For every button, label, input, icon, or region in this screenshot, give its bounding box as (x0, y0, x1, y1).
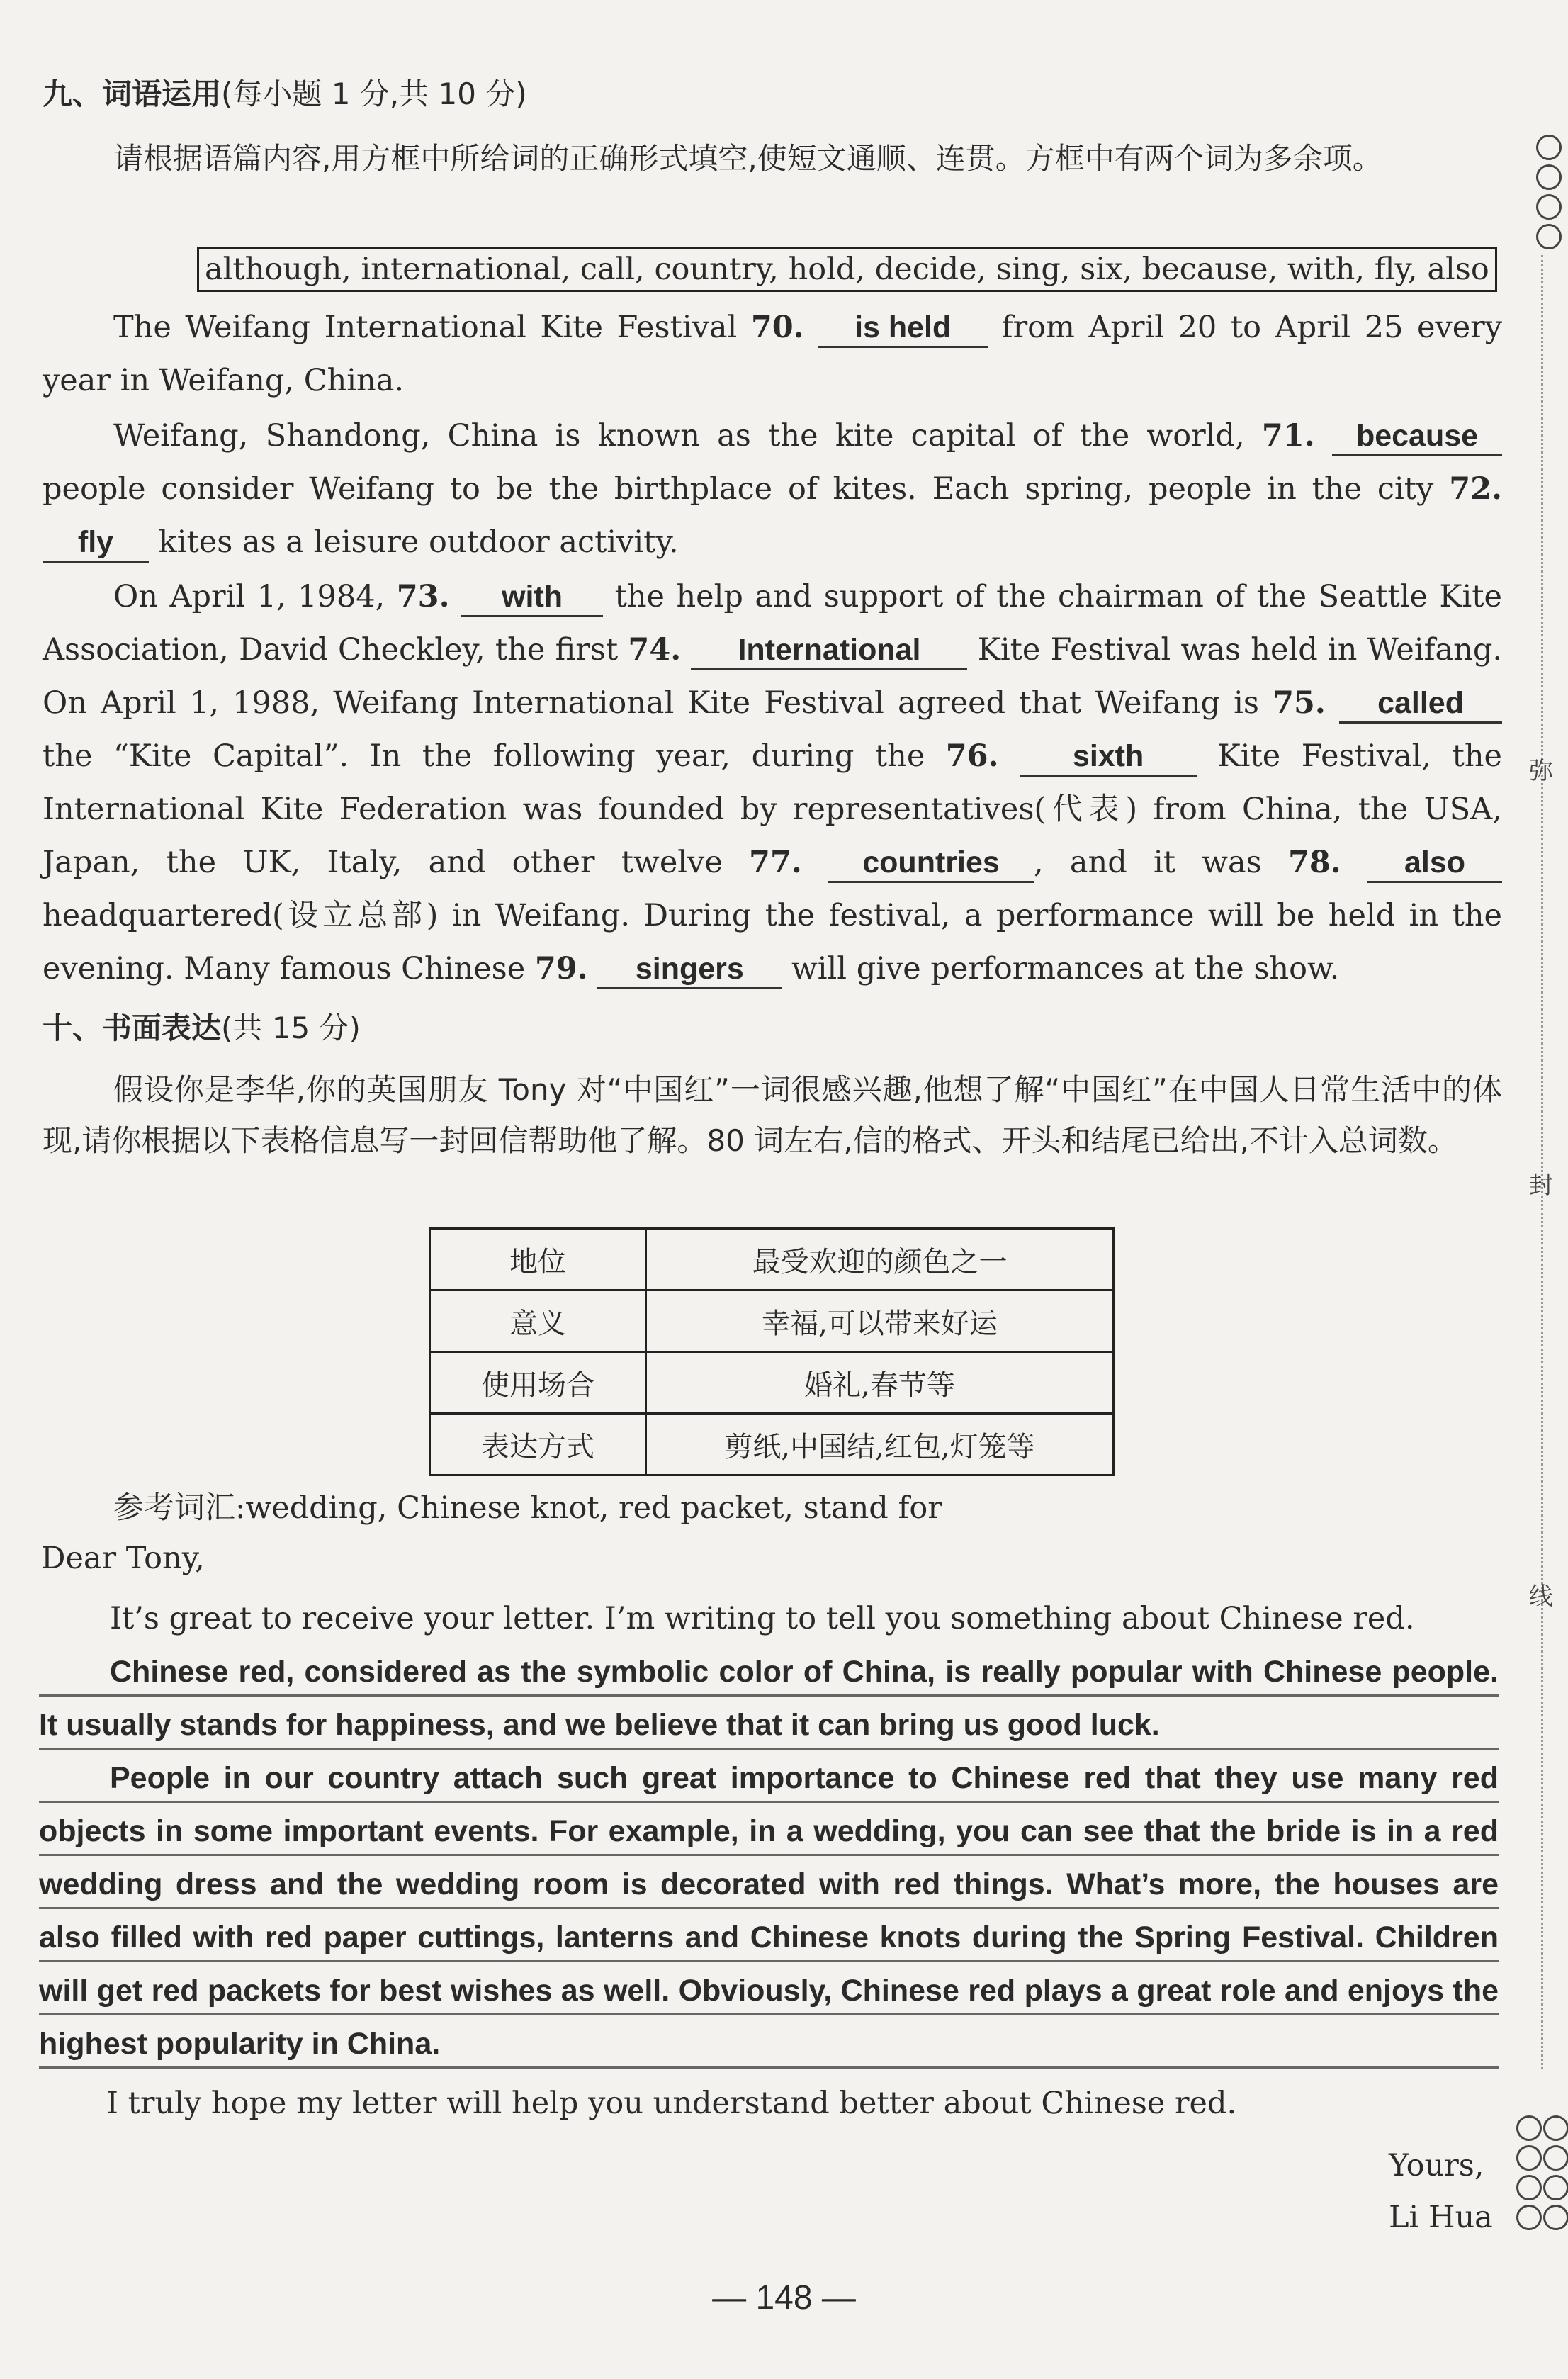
passage-paragraph-3 (43, 570, 1502, 996)
answer-73: with (461, 578, 603, 617)
table-row (430, 1290, 1114, 1352)
blank-number-79: 79. (534, 951, 588, 986)
essay-paragraph-2 (39, 1752, 1499, 2071)
margin-char-1: 弥 (1529, 757, 1553, 785)
binding-hole-icon (1516, 2115, 1542, 2141)
blank-number-70: 70. (750, 310, 804, 345)
margin-char-2: 封 (1529, 1171, 1553, 1200)
blank-number-77: 77. (749, 845, 802, 880)
text: headquartered(设立总部) in Weifang. During the festival, a performance will be held in the evening. Many famous Chinese (43, 898, 1502, 986)
section10-heading (43, 1005, 361, 1047)
blank-number-76: 76. (945, 738, 999, 774)
margin-char-3: 线 (1529, 1582, 1553, 1611)
blank-number-78: 78. (1287, 845, 1341, 880)
passage-paragraph-2 (43, 410, 1502, 569)
answer-74: International (691, 631, 967, 670)
answer-79: singers (597, 950, 782, 989)
answer-78: also (1367, 844, 1502, 883)
binding-line (1541, 255, 1543, 2069)
table-row (430, 1229, 1114, 1290)
vocab-hint: 参考词汇:wedding, Chinese knot, red packet, stand for (113, 1490, 942, 1526)
writing-line (39, 2013, 1499, 2015)
section9-points: (每小题 1 分,共 10 分) (221, 77, 527, 111)
writing-line (39, 1694, 1499, 1697)
section10-title: 十、书面表达 (43, 1011, 222, 1045)
table-value: 婚礼,春节等 (646, 1352, 1114, 1414)
text: the “Kite Capital”. In the following year, during the (43, 738, 946, 774)
answer-72: fly (43, 524, 149, 563)
writing-line (39, 1748, 1499, 1750)
table-value: 剪纸,中国结,红包,灯笼等 (646, 1414, 1114, 1475)
binding-hole-icon (1543, 2175, 1568, 2200)
letter-opening: It’s great to receive your letter. I’m writing to tell you something about Chinese red. (110, 1601, 1415, 1636)
table-value: 幸福,可以带来好运 (646, 1290, 1114, 1352)
signature: Li Hua (1389, 2200, 1493, 2235)
blank-number-74: 74. (628, 632, 682, 668)
writing-line (39, 1960, 1499, 1962)
text: People in our country attach such great importance to Chinese red that they use many red objects in some important events. For example, in a wedding, you can see that the bride is in a red wedding dress and the wedding room is decorated with red things. What’s more, the houses are also filled with red paper cuttings, lanterns and Chinese knots during the Spring Festival. Children will get red packets for best wishes as well. Obviously, Chinese red plays a great role and enjoys the highest popularity in China. (39, 1761, 1499, 2061)
binding-hole-icon (1536, 224, 1562, 249)
passage-paragraph-1 (43, 301, 1502, 407)
blank-number-71: 71. (1261, 418, 1315, 454)
answer-71: because (1332, 417, 1502, 456)
answer-70: is held (818, 309, 988, 348)
section9-title: 九、词语运用 (43, 77, 222, 111)
section9-instruction: 请根据语篇内容,用方框中所给词的正确形式填空,使短文通顺、连贯。方框中有两个词为多余项。 (113, 141, 1382, 176)
binding-hole-icon (1516, 2205, 1542, 2230)
table-row (430, 1352, 1114, 1414)
info-table (429, 1227, 1115, 1476)
text: Chinese red, considered as the symbolic color of China, is really popular with Chinese people. It usually stands for happiness, and we believe that it can bring us good luck. (39, 1655, 1499, 1742)
binding-hole-icon (1536, 135, 1562, 160)
answer-75: called (1339, 685, 1502, 724)
binding-hole-icon (1516, 2175, 1542, 2200)
blank-number-72: 72. (1449, 471, 1502, 507)
text: Kite Festival was held in Weifang. On April 1, 1988, Weifang International Kite Festival agreed that Weifang is (43, 632, 1503, 721)
section9-heading (43, 71, 527, 113)
blank-number-75: 75. (1273, 685, 1326, 721)
letter-closing: I truly hope my letter will help you understand better about Chinese red. (106, 2086, 1237, 2121)
section10-instruction: 假设你是李华,你的英国朋友 Tony 对“中国红”一词很感兴趣,他想了解“中国红”在中国人日常生活中的体现,请你根据以下表格信息写一封回信帮助他了解。80 词左右,信的格式、开头和结尾已给出,不计入总词数。 (43, 1072, 1502, 1158)
text: the help and support of the chairman of the Seattle Kite Association, David Checkley, the first (43, 579, 1503, 668)
writing-line (39, 1801, 1499, 1803)
writing-line (39, 2066, 1499, 2069)
blank-number-73: 73. (396, 579, 450, 614)
sign-off: Yours, (1389, 2148, 1484, 2183)
binding-hole-icon (1536, 164, 1562, 190)
binding-hole-icon (1543, 2205, 1568, 2230)
section10-points: (共 15 分) (221, 1011, 361, 1045)
text: people consider Weifang to be the birthplace of kites. Each spring, people in the city (43, 471, 1450, 507)
binding-hole-icon (1543, 2145, 1568, 2171)
table-value: 最受欢迎的颜色之一 (646, 1229, 1114, 1290)
word-box: although, international, call, country, hold, decide, sing, six, because, with, fly, also (197, 247, 1497, 292)
text: On April 1, 1984, (113, 579, 397, 614)
text: , and it was (1034, 845, 1288, 880)
table-key: 使用场合 (430, 1352, 646, 1414)
binding-hole-icon (1516, 2145, 1542, 2171)
binding-hole-icon (1536, 194, 1562, 220)
writing-line (39, 1854, 1499, 1856)
text: kites as a leisure outdoor activity. (149, 524, 679, 560)
binding-hole-icon (1543, 2115, 1568, 2141)
text: from April 20 to April 25 every year in Weifang, China. (43, 310, 1503, 398)
essay-paragraph-1 (39, 1646, 1499, 1752)
page-number: — 148 — (712, 2279, 856, 2317)
answer-77: countries (828, 844, 1034, 883)
answer-76: sixth (1020, 738, 1197, 777)
salutation: Dear Tony, (41, 1541, 205, 1576)
text: will give performances at the show. (782, 951, 1340, 986)
table-key: 意义 (430, 1290, 646, 1352)
writing-line (39, 1907, 1499, 1909)
table-key: 表达方式 (430, 1414, 646, 1475)
table-key: 地位 (430, 1229, 646, 1290)
table-row (430, 1414, 1114, 1475)
text: Kite Festival, the International Kite Federation was founded by representatives(代表) from China, the USA, Japan, the UK, Italy, and other twelve (43, 738, 1502, 880)
text: The Weifang International Kite Festival (113, 310, 751, 345)
text: Weifang, Shandong, China is known as the kite capital of the world, (113, 418, 1262, 454)
